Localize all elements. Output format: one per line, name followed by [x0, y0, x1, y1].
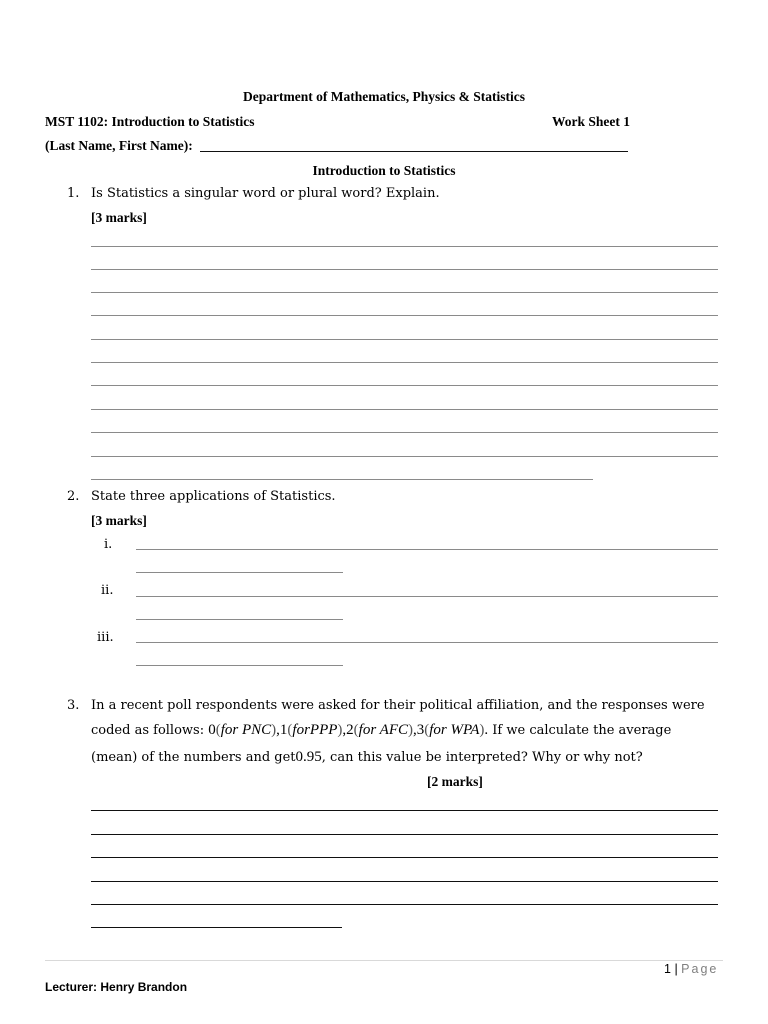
- item-iii-line[interactable]: [136, 642, 718, 643]
- item-iii-label: iii.: [97, 630, 114, 645]
- section-title: Introduction to Statistics: [312, 163, 456, 178]
- page-separator: |: [674, 962, 678, 976]
- question-3-line2: [91, 722, 671, 739]
- coded-as-text: coded as follows:: [91, 723, 205, 738]
- code-sep: ,: [342, 722, 347, 738]
- answer-line[interactable]: [91, 834, 718, 835]
- answer-line[interactable]: [91, 432, 718, 433]
- course-title: MST 1102: Introduction to Statistics: [45, 114, 255, 129]
- item-ii-line[interactable]: [136, 596, 718, 597]
- paren-close: ): [408, 722, 413, 738]
- paren-close: ): [479, 722, 485, 738]
- answer-line[interactable]: [91, 810, 718, 811]
- code-0-number: 0: [208, 722, 216, 738]
- mean-value: 0.95: [295, 749, 322, 765]
- item-ii-line-cont[interactable]: [136, 619, 343, 620]
- item-i-line[interactable]: [136, 549, 718, 550]
- item-i-label: i.: [104, 537, 113, 552]
- paren-open: (: [424, 722, 430, 738]
- code-sep: ,: [276, 722, 280, 738]
- question-2-text: State three applications of Statistics.: [91, 489, 336, 504]
- paren-open: (: [353, 722, 359, 738]
- question-3-line1: In a recent poll respondents were asked for their political affiliation, and the responses were: [91, 698, 705, 713]
- question-3-number: 3.: [67, 698, 80, 713]
- item-iii-line-cont[interactable]: [136, 665, 343, 666]
- worksheet-label: Work Sheet 1: [552, 114, 631, 129]
- code-1-label: forPPP: [292, 722, 338, 738]
- name-label: (Last Name, First Name):: [45, 138, 193, 153]
- answer-line[interactable]: [91, 409, 718, 410]
- answer-line[interactable]: [91, 385, 718, 386]
- code-end: .: [484, 722, 489, 738]
- answer-line[interactable]: [91, 269, 718, 270]
- question-3-marks: [2 marks]: [427, 774, 483, 789]
- code-sep: ,: [413, 722, 417, 738]
- page-indicator: [664, 962, 718, 976]
- department-title: Department of Mathematics, Physics & Statistics: [243, 89, 525, 104]
- answer-line[interactable]: [91, 881, 718, 882]
- question-1-marks: [3 marks]: [91, 210, 147, 225]
- mean-text: (mean) of the numbers and get: [91, 750, 296, 765]
- name-fill-line[interactable]: [200, 151, 628, 152]
- lecturer-name: Lecturer: Henry Brandon: [45, 980, 188, 994]
- code-2-number: 2: [346, 722, 354, 738]
- answer-line[interactable]: [91, 456, 718, 457]
- answer-line[interactable]: [91, 857, 718, 858]
- answer-line[interactable]: [91, 315, 718, 316]
- paren-close: ): [337, 722, 343, 738]
- paren-open: (: [215, 722, 221, 738]
- code-2-label: for AFC: [358, 722, 408, 738]
- question-1-number: 1.: [67, 186, 80, 201]
- footer-divider: [45, 960, 723, 961]
- paren-close: ): [271, 722, 277, 738]
- question-3-line3: [91, 749, 643, 766]
- code-0-label: for PNC: [220, 722, 272, 738]
- item-ii-label: ii.: [101, 583, 114, 598]
- item-i-line-cont[interactable]: [136, 572, 343, 573]
- code-1-number: 1: [279, 722, 288, 738]
- answer-line[interactable]: [91, 339, 718, 340]
- code-3-number: 3: [416, 722, 425, 738]
- answer-line[interactable]: [91, 246, 718, 247]
- interpret-text: , can this value be interpreted? Why or why not?: [321, 750, 643, 765]
- answer-line[interactable]: [91, 292, 718, 293]
- answer-line[interactable]: [91, 362, 718, 363]
- answer-line[interactable]: [91, 904, 718, 905]
- page-number: 1: [664, 962, 671, 976]
- paren-open: (: [287, 722, 293, 738]
- question-2-marks: [3 marks]: [91, 513, 147, 528]
- question-1-text: Is Statistics a singular word or plural word? Explain.: [91, 186, 440, 201]
- average-text: If we calculate the average: [492, 723, 672, 738]
- answer-line[interactable]: [91, 479, 593, 480]
- question-2-number: 2.: [67, 489, 80, 504]
- answer-line[interactable]: [91, 927, 342, 928]
- page-word: Page: [681, 962, 719, 976]
- code-3-label: for WPA: [429, 722, 480, 738]
